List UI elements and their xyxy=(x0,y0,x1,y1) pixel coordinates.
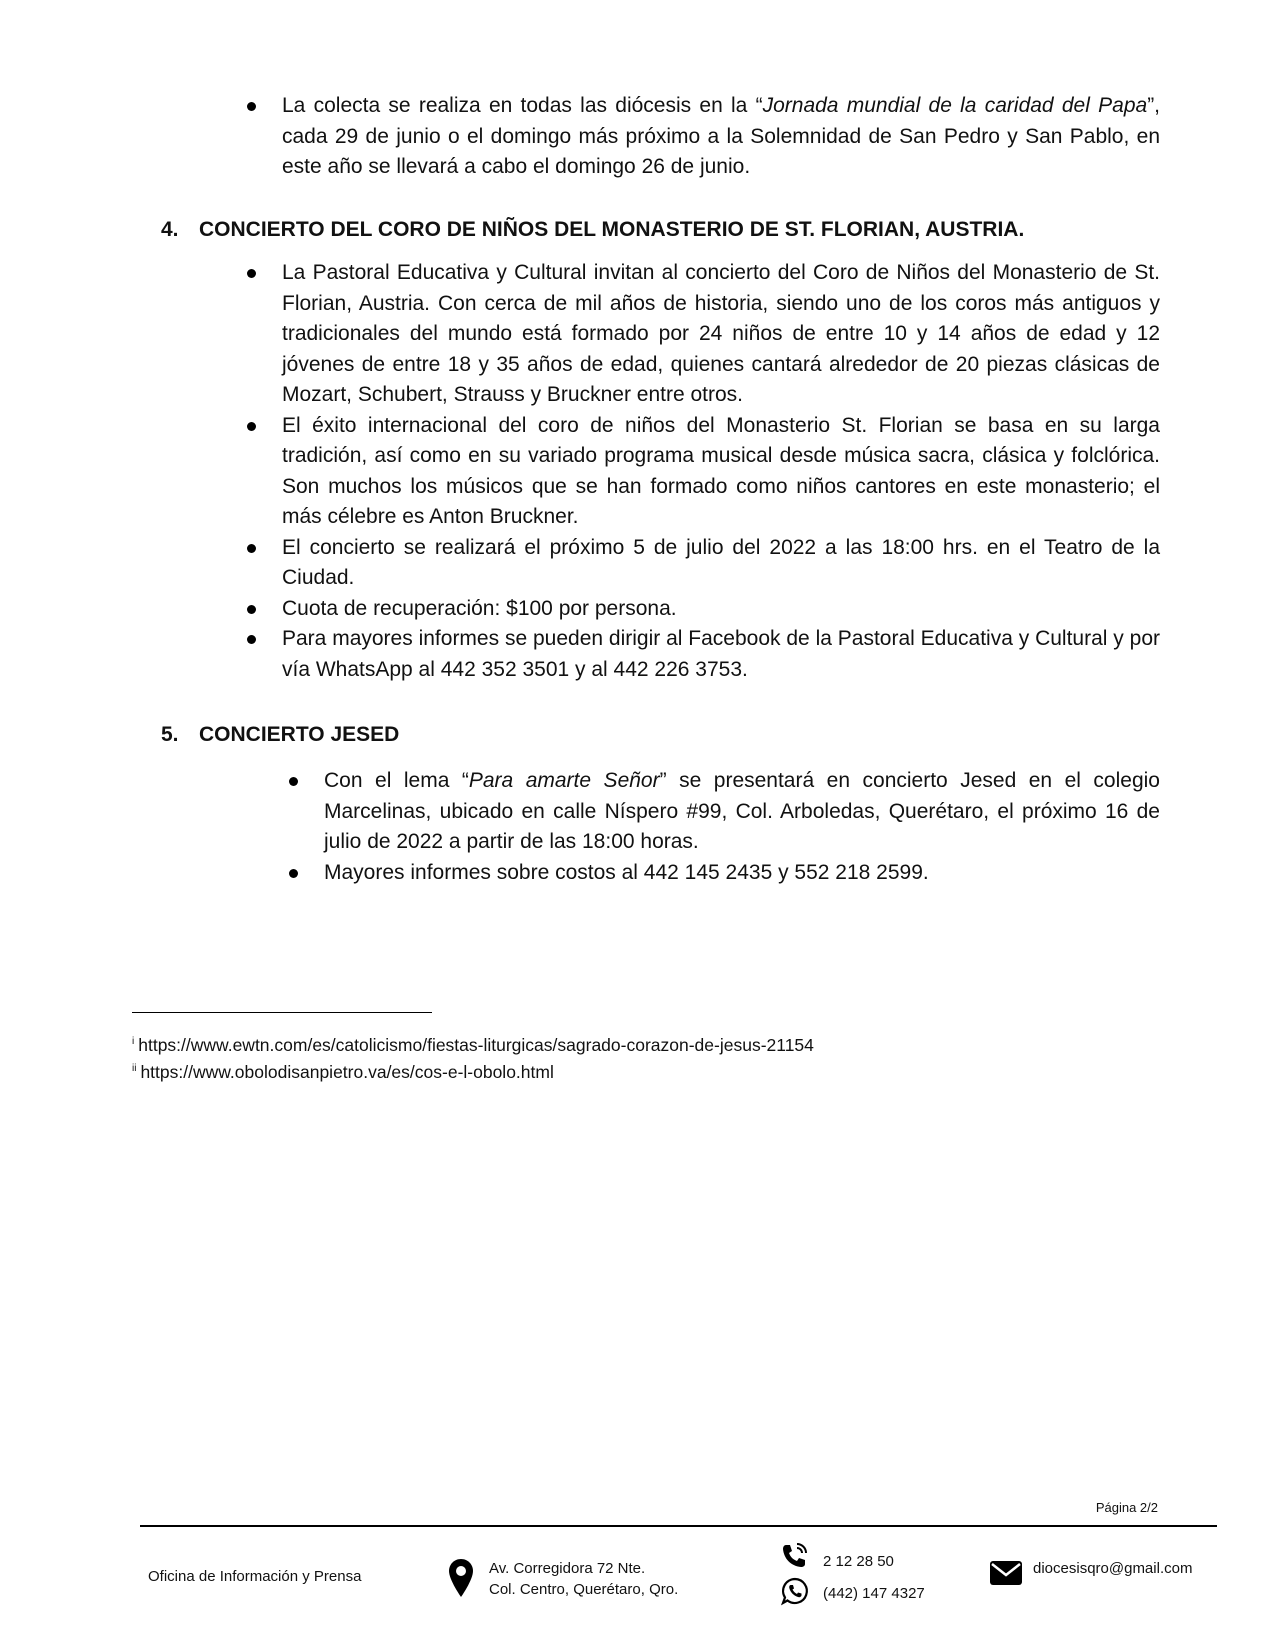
list-item-text: El éxito internacional del coro de niños del Monasterio St. Florian se basa en su larga tradición, así como en su variado programa musical desde música sacra, clásica y folclórica. Son muchos los músicos que se han formado como niños cantores en este monasterio; el más célebre es Anton Bruckner. xyxy=(282,413,1160,528)
bullet-mark xyxy=(247,605,256,614)
address-line: Av. Corregidora 72 Nte. xyxy=(489,1560,646,1577)
bullet-mark xyxy=(289,869,298,878)
phone-numbers xyxy=(823,1546,925,1610)
footnote-separator xyxy=(132,1012,432,1013)
footnote-mark: i xyxy=(132,1036,135,1047)
text-run: ”, cada 29 de junio o el domingo más próximo a la Solemnidad de San Pedro y San Pablo, en este año se llevará a cabo el domingo 26 de junio. xyxy=(282,94,1161,178)
list-item-text xyxy=(324,766,1160,858)
section-number: 4. xyxy=(161,218,179,241)
list-item-text: La Pastoral Educativa y Cultural invitan al concierto del Coro de Niños del Monasterio de St. Florian, Austria. Con cerca de mil años de historia, siendo uno de los coros más antiguos y tradicionales del mundo está formado por 24 niños de entre 10 y 14 años de edad y 12 jóvenes de entre 18 y 35 años de edad, quienes cantará alrededor de 20 piezas clásicas de Mozart, Schubert, Strauss y Bruckner entre otros. xyxy=(282,261,1160,406)
map-pin-icon xyxy=(448,1558,474,1598)
text-run: La colecta se realiza en todas las diócesis en la “ xyxy=(282,94,763,117)
list-item xyxy=(282,624,1160,685)
bullet-mark xyxy=(247,544,256,553)
footnote xyxy=(132,1057,554,1084)
bullet-mark xyxy=(247,102,256,111)
text-run: Con el lema “ xyxy=(324,769,469,792)
address xyxy=(489,1558,678,1600)
bullet-mark xyxy=(289,777,298,786)
section-4-heading xyxy=(161,216,1024,244)
phone-icon xyxy=(780,1542,810,1570)
bullet-mark xyxy=(247,635,256,644)
list-item-text: El concierto se realizará el próximo 5 de julio del 2022 a las 18:00 hrs. en el Teatro de la Ciudad. xyxy=(282,535,1160,589)
email-address[interactable]: diocesisqro@gmail.com xyxy=(1033,1560,1193,1577)
page-number: Página 2/2 xyxy=(1095,1500,1158,1515)
list-item-text: Mayores informes sobre costos al 442 145 2435 y 552 218 2599. xyxy=(324,860,929,884)
italic-text-run: Jornada mundial de la caridad del Papa xyxy=(762,94,1148,117)
phone-number[interactable]: 2 12 28 50 xyxy=(823,1553,894,1570)
office-name: Oficina de Información y Prensa xyxy=(148,1568,362,1585)
bullet-mark xyxy=(247,422,256,431)
italic-text-run: Para amarte Señor xyxy=(468,769,660,792)
list-item xyxy=(282,594,1160,625)
list-item-text: Cuota de recuperación: $100 por persona. xyxy=(282,596,677,620)
address-line: Col. Centro, Querétaro, Qro. xyxy=(489,1581,679,1598)
list-item xyxy=(324,766,1160,858)
mail-icon xyxy=(989,1560,1023,1586)
whatsapp-number[interactable]: (442) 147 4327 xyxy=(823,1585,925,1602)
section-5-heading xyxy=(161,721,399,749)
whatsapp-icon xyxy=(780,1576,810,1606)
section-4-bullet-list xyxy=(282,258,1160,685)
footnote xyxy=(132,1030,814,1057)
section-number: 5. xyxy=(161,723,179,746)
list-item xyxy=(324,858,1160,889)
list-item xyxy=(282,533,1160,594)
footnote-link[interactable]: https://www.ewtn.com/es/catolicismo/fiestas-liturgicas/sagrado-corazon-de-jesus-21154 xyxy=(138,1035,814,1055)
section-title: CONCIERTO JESED xyxy=(199,723,400,746)
list-item xyxy=(282,411,1160,533)
section-title: CONCIERTO DEL CORO DE NIÑOS DEL MONASTERIO DE ST. FLORIAN, AUSTRIA. xyxy=(199,218,1025,241)
text-run: ” se presentará en concierto Jesed en el colegio Marcelinas, ubicado en calle Níspero #99, Col. Arboledas, Querétaro, el próximo 16 de julio de 2022 a partir de las 18:00 horas. xyxy=(324,769,1160,853)
bullet-mark xyxy=(247,269,256,278)
list-item xyxy=(282,258,1160,411)
continued-bullet-list xyxy=(282,91,1160,183)
section-5-bullet-list xyxy=(324,766,1160,888)
list-item-text xyxy=(282,91,1160,183)
list-item-text: Para mayores informes se pueden dirigir al Facebook de la Pastoral Educativa y Cultural y por vía WhatsApp al 442 352 3501 y al 442 226 3753. xyxy=(282,627,1160,681)
footnote-link[interactable]: https://www.obolodisanpietro.va/es/cos-e-l-obolo.html xyxy=(140,1062,554,1082)
footnote-mark: ii xyxy=(132,1063,137,1074)
list-item xyxy=(282,91,1160,183)
footer-divider xyxy=(140,1525,1217,1527)
